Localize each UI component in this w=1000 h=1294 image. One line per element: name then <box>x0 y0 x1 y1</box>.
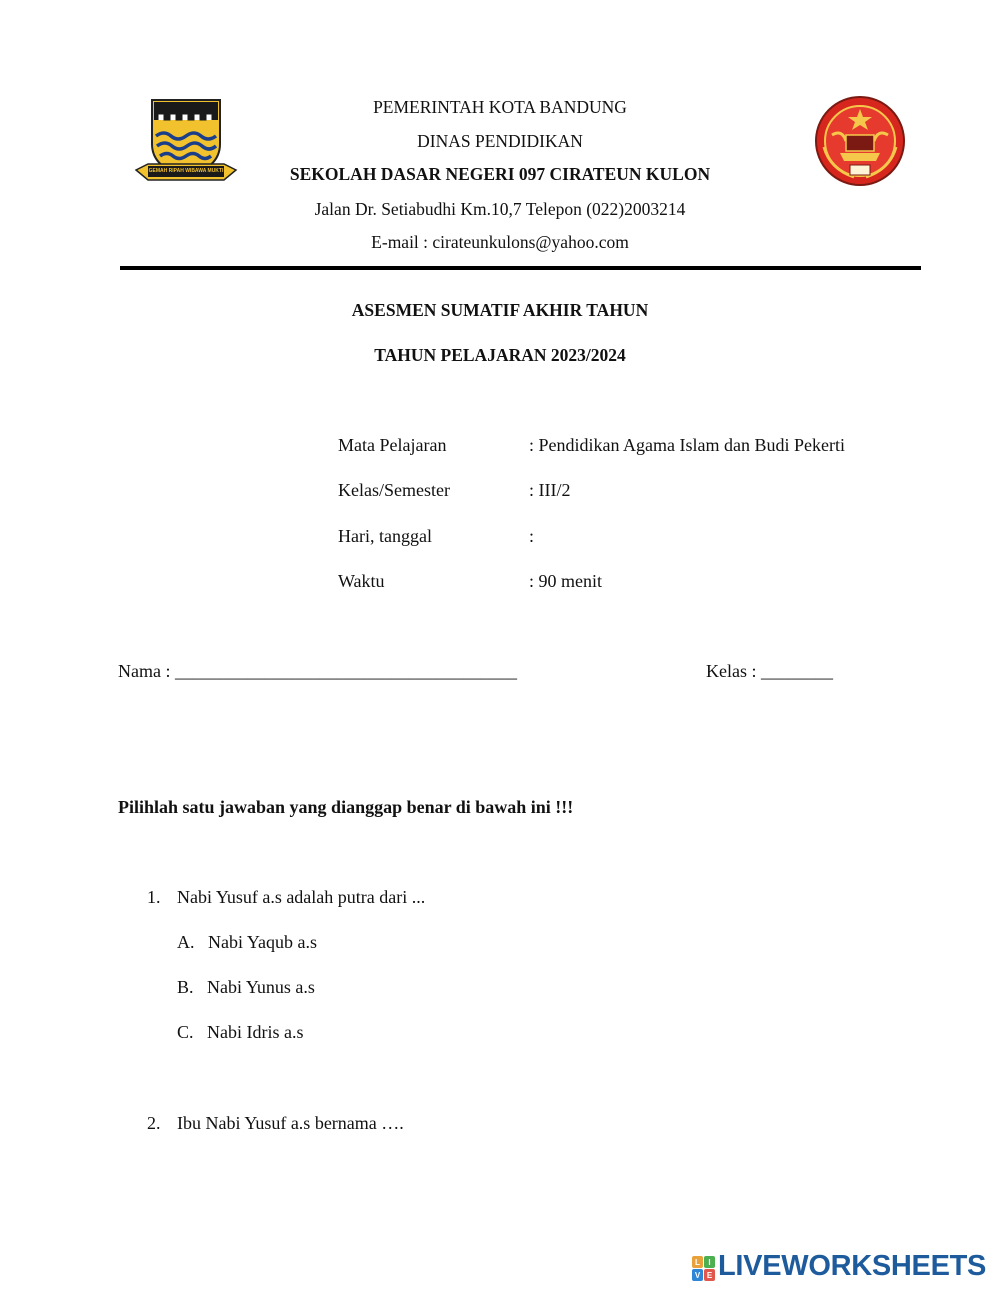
crest-motto: GEMAH RIPAH WIBAWA MUKTI <box>148 168 224 174</box>
exam-title: ASESMEN SUMATIF AKHIR TAHUN <box>351 300 649 320</box>
subject-value: : Pendidikan Agama Islam dan Budi Pekerti <box>529 435 845 455</box>
date-label: Hari, tanggal <box>338 526 432 546</box>
option-letter: A. <box>177 932 195 952</box>
liveworksheets-logo-icon <box>692 1256 716 1282</box>
liveworksheets-watermark[interactable]: LIVEWORKSHEETS <box>718 1250 987 1282</box>
date-value: : <box>529 526 535 546</box>
class-semester-value: : III/2 <box>529 480 571 500</box>
option-letter: B. <box>177 977 194 997</box>
logo-tile-letter: L <box>695 1258 700 1267</box>
header-school-name: SEKOLAH DASAR NEGERI 097 CIRATEUN KULON <box>289 164 711 184</box>
time-value: : 90 menit <box>529 571 602 591</box>
subject-label: Mata Pelajaran <box>338 435 447 455</box>
option-letter: C. <box>177 1022 194 1042</box>
option-1a[interactable] <box>177 932 317 953</box>
header-email: E-mail : cirateunkulons@yahoo.com <box>371 232 629 252</box>
option-1b[interactable] <box>177 977 315 998</box>
class-semester-label: Kelas/Semester <box>338 480 450 500</box>
logo-tile-letter: E <box>706 1271 713 1280</box>
option-text: Nabi Yaqub a.s <box>208 932 318 952</box>
header-government: PEMERINTAH KOTA BANDUNG <box>373 97 627 117</box>
instruction-text: Pilihlah satu jawaban yang dianggap benar di bawah ini !!! <box>118 797 574 817</box>
question-number: 2. <box>147 1113 161 1133</box>
header-address: Jalan Dr. Setiabudhi Km.10,7 Telepon (022)2003214 <box>314 199 686 219</box>
student-class-field[interactable]: Kelas : ________ <box>706 661 833 681</box>
header-department: DINAS PENDIDIKAN <box>417 131 583 151</box>
logo-tile-letter: V <box>694 1271 701 1280</box>
header-divider <box>120 266 921 270</box>
question-1-text: Nabi Yusuf a.s adalah putra dari ... <box>177 887 426 907</box>
option-text: Nabi Yunus a.s <box>207 977 315 997</box>
student-name-field[interactable]: Nama : ______________________________________ <box>118 661 517 681</box>
logo-tile-letter: I <box>708 1258 711 1267</box>
academic-year: TAHUN PELAJARAN 2023/2024 <box>374 345 626 365</box>
question-number: 1. <box>147 887 161 907</box>
option-1c[interactable] <box>177 1022 304 1043</box>
option-text: Nabi Idris a.s <box>207 1022 304 1042</box>
time-label: Waktu <box>338 571 385 591</box>
question-2-text: Ibu Nabi Yusuf a.s bernama …. <box>177 1113 404 1133</box>
